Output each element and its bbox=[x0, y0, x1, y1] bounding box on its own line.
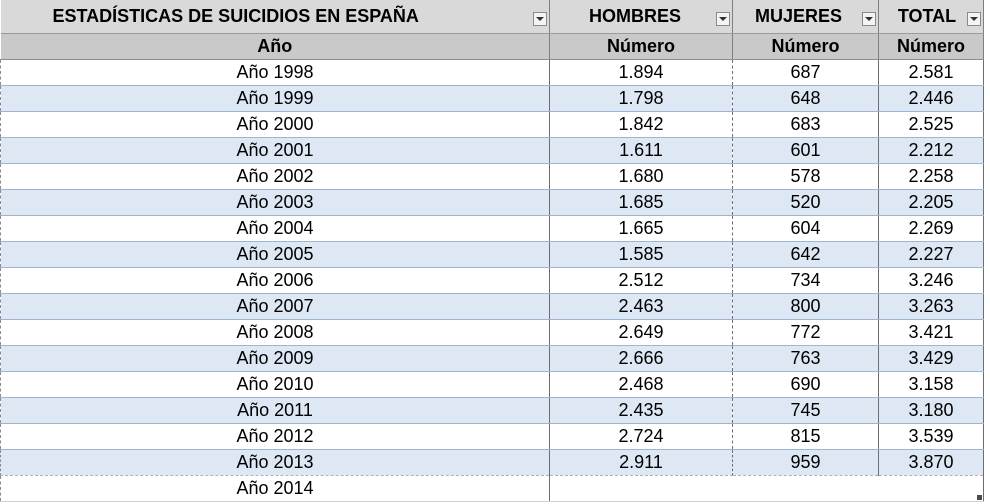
cell-hombres[interactable]: 1.611 bbox=[550, 138, 733, 164]
filter-dropdown-mujeres-icon[interactable] bbox=[862, 12, 876, 26]
cell-total[interactable] bbox=[879, 476, 984, 502]
subheader-hombres[interactable]: Número bbox=[550, 34, 733, 60]
table-row bbox=[1, 86, 984, 112]
cell-total[interactable]: 3.870 bbox=[879, 450, 984, 476]
cell-hombres[interactable]: 1.894 bbox=[550, 60, 733, 86]
table-row bbox=[1, 320, 984, 346]
header-mujeres: MUJERES bbox=[754, 6, 843, 26]
cell-hombres[interactable]: 1.680 bbox=[550, 164, 733, 190]
header-total-cell[interactable] bbox=[879, 0, 984, 34]
table-title: ESTADÍSTICAS DE SUICIDIOS EN ESPAÑA bbox=[52, 6, 419, 26]
cell-year[interactable]: Año 1999 bbox=[1, 86, 550, 112]
cell-hombres[interactable]: 2.463 bbox=[550, 294, 733, 320]
header-total: TOTAL bbox=[897, 6, 957, 26]
table-row bbox=[1, 112, 984, 138]
table-row bbox=[1, 60, 984, 86]
cell-total[interactable]: 2.525 bbox=[879, 112, 984, 138]
cell-total[interactable]: 2.446 bbox=[879, 86, 984, 112]
cell-mujeres[interactable]: 690 bbox=[733, 372, 879, 398]
cell-hombres[interactable]: 1.665 bbox=[550, 216, 733, 242]
filter-dropdown-total-icon[interactable] bbox=[967, 12, 981, 26]
table-row bbox=[1, 216, 984, 242]
cell-mujeres[interactable]: 601 bbox=[733, 138, 879, 164]
table-resize-handle[interactable] bbox=[977, 495, 982, 500]
cell-total[interactable]: 3.263 bbox=[879, 294, 984, 320]
header-row bbox=[1, 0, 984, 34]
cell-mujeres[interactable]: 734 bbox=[733, 268, 879, 294]
cell-total[interactable]: 3.180 bbox=[879, 398, 984, 424]
cell-hombres[interactable]: 2.512 bbox=[550, 268, 733, 294]
table-row bbox=[1, 398, 984, 424]
table-row bbox=[1, 164, 984, 190]
cell-mujeres[interactable]: 959 bbox=[733, 450, 879, 476]
cell-hombres[interactable]: 1.585 bbox=[550, 242, 733, 268]
table-row bbox=[1, 476, 984, 502]
cell-hombres[interactable]: 2.649 bbox=[550, 320, 733, 346]
cell-mujeres[interactable]: 772 bbox=[733, 320, 879, 346]
cell-hombres[interactable] bbox=[550, 476, 733, 502]
table-row bbox=[1, 190, 984, 216]
header-hombres-cell[interactable] bbox=[550, 0, 733, 34]
cell-mujeres[interactable]: 604 bbox=[733, 216, 879, 242]
table-row bbox=[1, 138, 984, 164]
cell-year[interactable]: Año 2007 bbox=[1, 294, 550, 320]
cell-total[interactable]: 2.212 bbox=[879, 138, 984, 164]
cell-mujeres[interactable]: 815 bbox=[733, 424, 879, 450]
filter-dropdown-hombres-icon[interactable] bbox=[716, 12, 730, 26]
cell-total[interactable]: 3.158 bbox=[879, 372, 984, 398]
cell-year[interactable]: Año 2014 bbox=[1, 476, 550, 502]
cell-mujeres[interactable]: 763 bbox=[733, 346, 879, 372]
cell-year[interactable]: Año 2000 bbox=[1, 112, 550, 138]
cell-hombres[interactable]: 2.911 bbox=[550, 450, 733, 476]
cell-mujeres[interactable]: 648 bbox=[733, 86, 879, 112]
cell-mujeres[interactable]: 578 bbox=[733, 164, 879, 190]
cell-year[interactable]: Año 2005 bbox=[1, 242, 550, 268]
cell-hombres[interactable]: 1.842 bbox=[550, 112, 733, 138]
cell-year[interactable]: Año 2012 bbox=[1, 424, 550, 450]
cell-year[interactable]: Año 2004 bbox=[1, 216, 550, 242]
cell-hombres[interactable]: 2.435 bbox=[550, 398, 733, 424]
cell-total[interactable]: 3.246 bbox=[879, 268, 984, 294]
cell-mujeres[interactable]: 687 bbox=[733, 60, 879, 86]
cell-year[interactable]: Año 2001 bbox=[1, 138, 550, 164]
subheader-year[interactable]: Año bbox=[1, 34, 550, 60]
subheader-mujeres[interactable]: Número bbox=[733, 34, 879, 60]
table-row bbox=[1, 346, 984, 372]
table-row bbox=[1, 372, 984, 398]
cell-mujeres[interactable] bbox=[733, 476, 879, 502]
cell-year[interactable]: Año 2006 bbox=[1, 268, 550, 294]
table-body bbox=[1, 60, 984, 502]
table-row bbox=[1, 450, 984, 476]
cell-total[interactable]: 2.258 bbox=[879, 164, 984, 190]
cell-year[interactable]: Año 2002 bbox=[1, 164, 550, 190]
header-hombres: HOMBRES bbox=[588, 6, 681, 26]
table-row bbox=[1, 424, 984, 450]
cell-year[interactable]: Año 2008 bbox=[1, 320, 550, 346]
cell-year[interactable]: Año 2013 bbox=[1, 450, 550, 476]
cell-total[interactable]: 3.539 bbox=[879, 424, 984, 450]
cell-total[interactable]: 3.421 bbox=[879, 320, 984, 346]
cell-hombres[interactable]: 1.798 bbox=[550, 86, 733, 112]
header-mujeres-cell[interactable] bbox=[733, 0, 879, 34]
cell-year[interactable]: Año 1998 bbox=[1, 60, 550, 86]
cell-total[interactable]: 2.269 bbox=[879, 216, 984, 242]
cell-hombres[interactable]: 2.666 bbox=[550, 346, 733, 372]
cell-mujeres[interactable]: 800 bbox=[733, 294, 879, 320]
table-row bbox=[1, 242, 984, 268]
header-title-cell[interactable] bbox=[1, 0, 550, 34]
table-row bbox=[1, 268, 984, 294]
subheader-row bbox=[1, 34, 984, 60]
cell-total[interactable]: 2.205 bbox=[879, 190, 984, 216]
table-row bbox=[1, 294, 984, 320]
cell-hombres[interactable]: 2.724 bbox=[550, 424, 733, 450]
cell-total[interactable]: 2.581 bbox=[879, 60, 984, 86]
cell-mujeres[interactable]: 520 bbox=[733, 190, 879, 216]
subheader-total[interactable]: Número bbox=[879, 34, 984, 60]
filter-dropdown-title-icon[interactable] bbox=[533, 12, 547, 26]
cell-year[interactable]: Año 2010 bbox=[1, 372, 550, 398]
cell-hombres[interactable]: 2.468 bbox=[550, 372, 733, 398]
cell-year[interactable]: Año 2009 bbox=[1, 346, 550, 372]
cell-total[interactable]: 3.429 bbox=[879, 346, 984, 372]
cell-total[interactable]: 2.227 bbox=[879, 242, 984, 268]
cell-mujeres[interactable]: 642 bbox=[733, 242, 879, 268]
cell-year[interactable]: Año 2011 bbox=[1, 398, 550, 424]
cell-year[interactable]: Año 2003 bbox=[1, 190, 550, 216]
cell-mujeres[interactable]: 683 bbox=[733, 112, 879, 138]
cell-hombres[interactable]: 1.685 bbox=[550, 190, 733, 216]
cell-mujeres[interactable]: 745 bbox=[733, 398, 879, 424]
